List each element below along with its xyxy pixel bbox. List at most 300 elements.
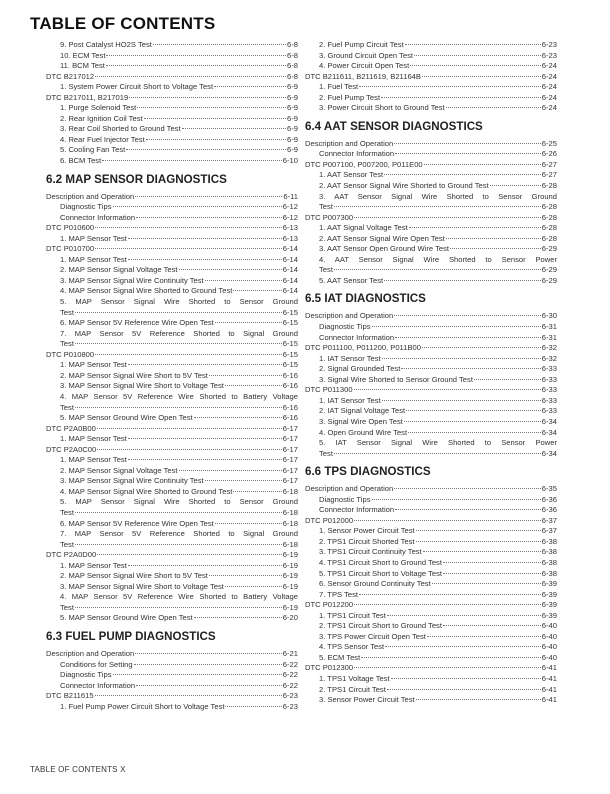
toc-entry-page: 6-36 [541, 505, 557, 515]
toc-entry-title: 3. AAT Sensor Open Ground Wire Test [319, 244, 450, 254]
dot-leader [214, 86, 286, 87]
toc-entry-page: 6-10 [282, 156, 298, 166]
dot-leader [95, 695, 282, 696]
toc-entry[interactable] [305, 234, 557, 245]
toc-entry-title: 3. Power Circuit Short to Ground Test [319, 103, 445, 113]
toc-entry-page: 6-13 [282, 233, 298, 243]
toc-entry[interactable] [46, 329, 298, 350]
toc-entry-title: 2. TPS1 Circuit Shorted Test [319, 536, 415, 546]
toc-entry[interactable] [46, 424, 298, 435]
dot-leader [144, 118, 286, 119]
toc-entry-page: 6-8 [287, 71, 298, 81]
toc-entry-page: 6-16 [282, 402, 298, 412]
toc-entry-page: 6-37 [541, 526, 557, 536]
toc-entry[interactable] [46, 445, 298, 456]
toc-entry-page: 6-34 [541, 416, 557, 426]
toc-entry-page: 6-19 [282, 560, 298, 570]
toc-entry-page: 6-28 [541, 233, 557, 243]
toc-entry[interactable] [305, 170, 557, 181]
toc-entry[interactable] [305, 213, 557, 224]
toc-entry[interactable] [46, 234, 298, 245]
toc-entry[interactable] [46, 93, 298, 104]
toc-entry[interactable] [305, 674, 557, 685]
toc-entry-page: 6-11 [283, 191, 298, 201]
toc-entry[interactable] [305, 311, 557, 322]
toc-entry-title: DTC P007100, P007200, P011E00 [305, 159, 423, 169]
dot-leader [205, 480, 282, 481]
toc-entry-page: 6-9 [287, 82, 298, 92]
toc-entry[interactable] [305, 192, 557, 213]
toc-entry[interactable] [305, 417, 557, 428]
toc-entry-page: 6-17 [282, 476, 298, 486]
toc-entry[interactable] [46, 670, 298, 681]
toc-entry[interactable] [305, 484, 557, 495]
toc-entry[interactable] [46, 519, 298, 530]
toc-entry-title: 2. MAP Sensor Signal Wire Short to 5V Test [60, 370, 208, 380]
toc-entry[interactable] [305, 61, 557, 72]
dot-leader [443, 562, 541, 563]
toc-entry-continuation [60, 540, 298, 551]
toc-entry[interactable] [46, 202, 298, 213]
toc-entry-page: 6-28 [541, 212, 557, 222]
toc-entry-title: 2. Fuel Pump Test [319, 92, 381, 102]
toc-entry[interactable] [46, 114, 298, 125]
toc-entry-title: 4. MAP Sensor Signal Wire Shorted to Ground Test [60, 486, 233, 496]
toc-entry-page: 6-18 [282, 518, 298, 528]
toc-entry-page: 6-37 [541, 515, 557, 525]
toc-entry-title: 2. IAT Signal Voltage Test [319, 406, 406, 416]
toc-entry-title: 1. MAP Sensor Test [60, 560, 127, 570]
toc-entry[interactable] [46, 582, 298, 593]
dot-leader [416, 541, 541, 542]
toc-entry-title: 3. MAP Sensor Signal Wire Continuity Test [60, 476, 204, 486]
dot-leader [209, 575, 282, 576]
dot-leader [233, 290, 281, 291]
toc-entry[interactable] [46, 156, 298, 167]
toc-entry[interactable] [305, 181, 557, 192]
toc-entry-title: 4. Rear Fuel Injector Test [60, 134, 145, 144]
toc-entry[interactable] [46, 265, 298, 276]
toc-entry-page: 6-22 [282, 670, 298, 680]
toc-entry[interactable] [305, 526, 557, 537]
toc-entry-page: 6-18 [282, 539, 298, 549]
toc-entry[interactable] [46, 124, 298, 135]
toc-entry[interactable] [46, 476, 298, 487]
toc-entry-page: 6-19 [282, 581, 298, 591]
toc-entry-title: 2. Rear Ignition Coil Test [60, 113, 143, 123]
toc-entry[interactable] [46, 649, 298, 660]
toc-entry-title: 9. Post Catalyst HO2S Test [60, 40, 152, 49]
toc-entry[interactable] [46, 561, 298, 572]
dot-leader [135, 196, 282, 197]
toc-entry-title: Connector Information [60, 680, 136, 690]
dot-leader [334, 206, 541, 207]
toc-entry-page: 6-39 [541, 600, 557, 610]
toc-entry-title: DTC P2A0B00 [46, 423, 96, 433]
toc-entry-title: 1. Fuel Pump Power Circuit Short to Voltage Test [60, 701, 225, 711]
toc-entry-page: 6-27 [541, 159, 557, 169]
toc-entry-page: 6-39 [541, 610, 557, 620]
toc-entry[interactable] [46, 286, 298, 297]
toc-entry[interactable] [305, 579, 557, 590]
toc-entry-page: 6-14 [282, 265, 298, 275]
toc-entry[interactable] [305, 364, 557, 375]
toc-entry-title: 2. TPS1 Circuit Short to Ground Test [319, 621, 442, 631]
toc-entry-page: 6-31 [541, 332, 557, 342]
toc-entry-page: 6-33 [541, 364, 557, 374]
toc-entry-page: 6-24 [541, 61, 557, 71]
toc-entry-page: 6-12 [282, 202, 298, 212]
toc-entry[interactable] [305, 40, 557, 51]
toc-entry-title: 3. TPS1 Circuit Continuity Test [319, 547, 422, 557]
toc-entry-title: DTC P010700 [46, 244, 95, 254]
toc-entry[interactable] [305, 621, 557, 632]
toc-entry[interactable] [305, 93, 557, 104]
toc-entry[interactable] [305, 685, 557, 696]
toc-entry[interactable] [46, 497, 298, 518]
toc-entry-title: 1. MAP Sensor Test [60, 360, 127, 370]
toc-entry-page: 6-16 [282, 370, 298, 380]
dot-leader [126, 149, 286, 150]
toc-entry[interactable] [305, 333, 557, 344]
dot-leader [416, 530, 541, 531]
toc-entry[interactable] [46, 592, 298, 613]
section-heading: 6.4 AAT SENSOR DIAGNOSTICS [305, 119, 483, 133]
toc-entry[interactable] [46, 297, 298, 318]
toc-entry[interactable] [46, 466, 298, 477]
dot-leader [137, 107, 286, 108]
toc-entry[interactable] [46, 529, 298, 550]
toc-entry-title: 4. TPS1 Circuit Short to Ground Test [319, 557, 442, 567]
toc-entry[interactable] [46, 82, 298, 93]
toc-entry[interactable] [46, 350, 298, 361]
toc-entry[interactable] [305, 438, 557, 459]
toc-entry-title: Diagnostic Tips [319, 322, 371, 332]
toc-entry-title: 5. MAP Sensor Ground Wire Open Test [60, 413, 193, 423]
toc-entry-page: 6-33 [541, 395, 557, 405]
toc-entry-title: Description and Operation [305, 484, 394, 494]
toc-entry[interactable] [46, 371, 298, 382]
toc-entry-page: 6-38 [541, 547, 557, 557]
toc-entry[interactable] [305, 396, 557, 407]
dot-leader [384, 174, 541, 175]
dot-leader [422, 347, 541, 348]
toc-entry-continuation [60, 603, 298, 614]
dot-leader [394, 315, 541, 316]
toc-entry-page: 6-17 [282, 455, 298, 465]
toc-entry-title: Description and Operation [46, 191, 135, 201]
dot-leader [225, 706, 281, 707]
toc-entry-title: 4. Power Circuit Open Test [319, 61, 410, 71]
dot-leader [129, 97, 286, 98]
dot-leader [443, 573, 541, 574]
toc-entry-page: 6-31 [541, 322, 557, 332]
toc-entry[interactable] [46, 145, 298, 156]
toc-entry-page: 6-24 [541, 71, 557, 81]
toc-entry[interactable] [305, 385, 557, 396]
dot-leader [354, 217, 541, 218]
toc-entry[interactable] [46, 571, 298, 582]
toc-entry-page: 6-38 [541, 536, 557, 546]
dot-leader [75, 343, 282, 344]
dot-leader [354, 389, 541, 390]
toc-entry[interactable] [305, 653, 557, 664]
toc-entry-title: 3. AAT Sensor Signal Wire Shorted to Sensor Ground [319, 191, 557, 201]
toc-entry-title: 2. MAP Sensor Signal Voltage Test [60, 465, 178, 475]
toc-entry[interactable] [305, 276, 557, 287]
toc-entry-page: 6-32 [541, 353, 557, 363]
dot-leader [394, 143, 541, 144]
toc-entry-title: 11. BCM Test [60, 61, 105, 71]
toc-entry-page: 6-36 [541, 494, 557, 504]
toc-entry[interactable] [305, 72, 557, 83]
toc-entry[interactable] [46, 613, 298, 624]
toc-entry[interactable] [46, 550, 298, 561]
toc-entry-title: 3. Rear Coil Shorted to Ground Test [60, 124, 181, 134]
toc-entry-page: 6-8 [287, 61, 298, 71]
dot-leader [394, 488, 541, 489]
toc-entry-page: 6-18 [282, 507, 298, 517]
toc-entry-page: 6-14 [282, 254, 298, 264]
toc-entry[interactable] [305, 569, 557, 580]
toc-entry[interactable] [46, 61, 298, 72]
dot-leader [75, 512, 282, 513]
dot-leader [414, 55, 541, 56]
toc-entry-page: 6-40 [541, 642, 557, 652]
toc-entry[interactable] [305, 149, 557, 160]
dot-leader [102, 160, 282, 161]
toc-entry-page: 6-14 [282, 286, 298, 296]
dot-leader [381, 97, 541, 98]
toc-entry[interactable] [305, 322, 557, 333]
toc-entry-title: DTC B211611, B211619, B21164B [305, 71, 421, 81]
dot-leader [361, 657, 541, 658]
toc-entry[interactable] [46, 40, 298, 51]
toc-entry-page: 6-19 [282, 602, 298, 612]
dot-leader [146, 139, 286, 140]
toc-entry-title: 1. MAP Sensor Test [60, 233, 127, 243]
toc-entry-title: 1. AAT Signal Voltage Test [319, 223, 408, 233]
toc-entry[interactable] [305, 375, 557, 386]
toc-entry[interactable] [305, 160, 557, 171]
dot-leader [233, 491, 281, 492]
toc-entry-title: 6. Sensor Ground Continuity Test [319, 579, 431, 589]
toc-entry-page: 6-17 [282, 423, 298, 433]
toc-entry[interactable] [305, 139, 557, 150]
dot-leader [409, 227, 541, 228]
toc-entry-page: 6-9 [287, 145, 298, 155]
toc-entry[interactable] [305, 244, 557, 255]
toc-entry-title: 1. AAT Sensor Test [319, 170, 384, 180]
toc-entry[interactable] [46, 455, 298, 466]
dot-leader [135, 653, 282, 654]
toc-entry[interactable] [46, 244, 298, 255]
toc-entry[interactable] [305, 695, 557, 706]
toc-entry-page: 6-30 [541, 311, 557, 321]
toc-entry[interactable] [46, 223, 298, 234]
toc-entry[interactable] [46, 72, 298, 83]
toc-entry-title: Diagnostic Tips [60, 670, 112, 680]
toc-entry-page: 6-23 [541, 50, 557, 60]
dot-leader [113, 206, 282, 207]
dot-leader [128, 565, 282, 566]
toc-entry[interactable] [46, 318, 298, 329]
toc-entry[interactable] [46, 681, 298, 692]
toc-entry[interactable] [46, 392, 298, 413]
toc-entry[interactable] [46, 192, 298, 203]
toc-entry[interactable] [305, 547, 557, 558]
toc-entry-page: 6-15 [282, 307, 298, 317]
toc-entry-title: 1. MAP Sensor Test [60, 254, 127, 264]
toc-entry[interactable] [46, 434, 298, 445]
toc-entry-page: 6-40 [541, 631, 557, 641]
toc-entry-title: 5. IAT Sensor Signal Wire Shorted to Sensor Power [319, 438, 557, 448]
toc-entry[interactable] [305, 428, 557, 439]
dot-leader [387, 615, 541, 616]
toc-entry-title: Diagnostic Tips [319, 494, 371, 504]
toc-entry-title: 4. MAP Sensor 5V Reference Wire Shorted to Battery Voltage [60, 592, 298, 602]
toc-entry-title: 4. Open Ground Wire Test [319, 427, 408, 437]
toc-entry-page: 6-21 [282, 648, 298, 658]
toc-entry-page: 6-29 [541, 275, 557, 285]
dot-leader [205, 280, 282, 281]
toc-entry[interactable] [305, 223, 557, 234]
toc-entry[interactable] [305, 642, 557, 653]
dot-leader [215, 322, 282, 323]
dot-leader [136, 217, 282, 218]
toc-entry-page: 6-14 [282, 244, 298, 254]
toc-entry-page: 6-8 [287, 50, 298, 60]
toc-entry-title: Diagnostic Tips [60, 202, 112, 212]
toc-entry-title: 3. Signal Wire Shorted to Sensor Ground Test [319, 374, 473, 384]
toc-entry[interactable] [46, 381, 298, 392]
toc-entry-title: DTC B211615 [46, 691, 94, 701]
toc-entry-page: 6-16 [282, 413, 298, 423]
toc-entry-title: 7. MAP Sensor 5V Reference Shorted to Signal Ground [60, 328, 298, 338]
toc-entry[interactable] [305, 537, 557, 548]
toc-entry-title: 5. AAT Sensor Test [319, 275, 384, 285]
toc-entry-title: 4. AAT Sensor Signal Wire Shorted to Sensor Power [319, 254, 557, 264]
toc-entry-page: 6-17 [282, 444, 298, 454]
toc-entry[interactable] [305, 632, 557, 643]
toc-entry[interactable] [46, 255, 298, 266]
toc-entry-title: 3. Signal Wire Open Test [319, 416, 403, 426]
toc-entry[interactable] [46, 135, 298, 146]
section-heading: 6.6 TPS DIAGNOSTICS [305, 465, 431, 479]
toc-entry-title: 5. MAP Sensor Ground Wire Open Test [60, 613, 193, 623]
toc-entry-continuation [60, 339, 298, 350]
toc-entry[interactable] [46, 487, 298, 498]
toc-entry-title: DTC P011300 [305, 385, 353, 395]
toc-entry[interactable] [46, 276, 298, 287]
toc-entry[interactable] [305, 495, 557, 506]
toc-entry-title: Conditions for Setting [60, 659, 133, 669]
dot-leader [391, 678, 541, 679]
toc-entry-page: 6-24 [541, 92, 557, 102]
toc-entry-page: 6-28 [541, 181, 557, 191]
toc-entry[interactable] [46, 691, 298, 702]
toc-entry[interactable] [305, 663, 557, 674]
toc-entry[interactable] [305, 590, 557, 601]
dot-leader [408, 432, 541, 433]
toc-entry-title: 1. IAT Sensor Test [319, 353, 381, 363]
toc-entry-page: 6-15 [282, 318, 298, 328]
toc-entry-title: 2. MAP Sensor Signal Voltage Test [60, 265, 178, 275]
toc-entry-continuation [319, 449, 557, 460]
toc-entry[interactable] [305, 103, 557, 114]
toc-entry-title: 1. Fuel Test [319, 82, 359, 92]
toc-entry-page: 6-13 [282, 223, 298, 233]
toc-entry[interactable] [305, 354, 557, 365]
dot-leader [474, 379, 541, 380]
dot-leader [372, 326, 541, 327]
toc-entry[interactable] [46, 360, 298, 371]
dot-leader [182, 128, 286, 129]
toc-entry[interactable] [46, 103, 298, 114]
dot-leader [75, 544, 282, 545]
toc-entry-title: 2. MAP Sensor Signal Wire Short to 5V Test [60, 571, 208, 581]
toc-entry-title: Connector Information [319, 149, 395, 159]
toc-entry[interactable] [305, 600, 557, 611]
toc-entry-page: 6-40 [541, 652, 557, 662]
toc-entry-title: 3. Sensor Power Circuit Test [319, 695, 415, 705]
dot-leader [354, 520, 541, 521]
toc-entry-title: 5. MAP Sensor Signal Wire Shorted to Sensor Ground [60, 297, 298, 307]
dot-leader [424, 164, 541, 165]
toc-entry[interactable] [46, 413, 298, 424]
toc-entry-page: 6-14 [282, 275, 298, 285]
toc-entry[interactable] [305, 516, 557, 527]
toc-entry-title: 2. AAT Sensor Signal Wire Shorted to Ground Test [319, 181, 489, 191]
toc-entry-page: 6-39 [541, 579, 557, 589]
toc-entry[interactable] [305, 255, 557, 276]
toc-entry-title: 1. System Power Circuit Short to Voltage Test [60, 82, 214, 92]
toc-entry-page: 6-29 [541, 244, 557, 254]
dot-leader [95, 76, 286, 77]
toc-entry[interactable] [46, 51, 298, 62]
toc-entry[interactable] [305, 558, 557, 569]
toc-entry-title: 1. TPS1 Circuit Test [319, 610, 386, 620]
toc-entry-page: 6-9 [287, 113, 298, 123]
toc-entry[interactable] [46, 702, 298, 713]
toc-entry[interactable] [305, 82, 557, 93]
toc-entry-page: 6-38 [541, 568, 557, 578]
toc-entry[interactable] [46, 213, 298, 224]
toc-entry[interactable] [305, 611, 557, 622]
dot-leader [95, 248, 282, 249]
toc-entry[interactable] [305, 51, 557, 62]
toc-entry[interactable] [305, 406, 557, 417]
toc-entry[interactable] [305, 343, 557, 354]
toc-entry-title: 2. AAT Sensor Signal Wire Open Test [319, 233, 445, 243]
dot-leader [410, 65, 541, 66]
toc-right-column [305, 40, 557, 706]
toc-entry[interactable] [305, 505, 557, 516]
toc-entry-title: Description and Operation [46, 648, 135, 658]
toc-entry-page: 6-9 [287, 124, 298, 134]
dot-leader [354, 604, 541, 605]
toc-entry[interactable] [46, 660, 298, 671]
toc-entry-page: 6-40 [541, 621, 557, 631]
toc-entry-title: DTC B217012 [46, 71, 95, 81]
toc-entry-title: 1. MAP Sensor Test [60, 455, 127, 465]
toc-entry-title: 6. BCM Test [60, 156, 102, 166]
toc-entry-page: 6-15 [282, 349, 298, 359]
dot-leader [395, 153, 541, 154]
dot-leader [385, 646, 541, 647]
dot-leader [405, 44, 541, 45]
toc-entry-title: 3. MAP Sensor Signal Wire Continuity Test [60, 275, 204, 285]
